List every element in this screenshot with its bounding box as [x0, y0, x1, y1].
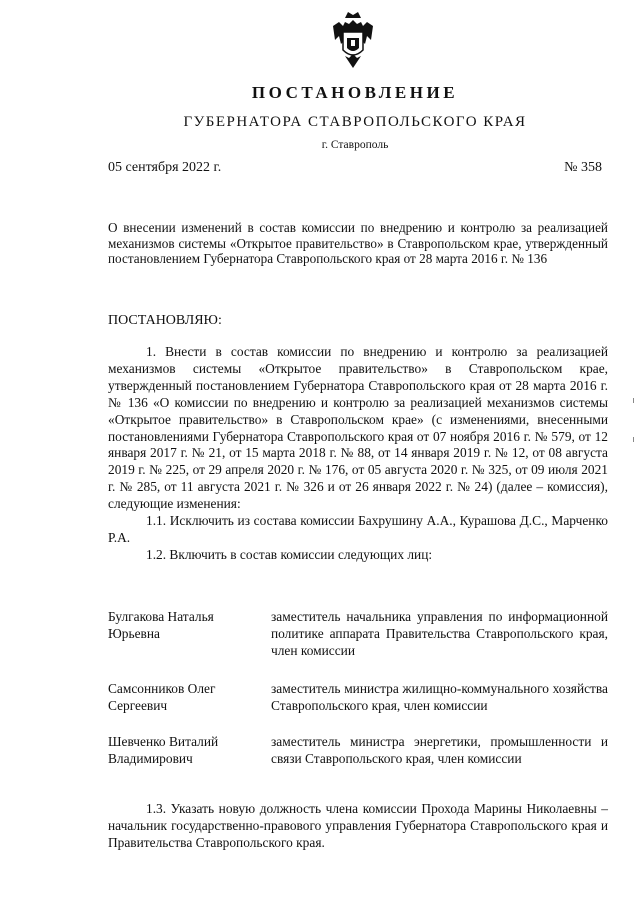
paragraph-1-3: 1.3. Указать новую должность члена комиссии Прохода Марины Николаевны – начальник государственно-правового управления Губернатора Ставропольского края и Правительства Ставропольского края. [108, 801, 608, 850]
scan-mark [633, 398, 634, 403]
person-name: Булгакова Наталья Юрьевна [108, 609, 214, 641]
person-role: заместитель министра жилищно-коммунального хозяйства Ставропольского края, член комиссии [271, 681, 608, 713]
person-name: Шевченко Виталий Владимирович [108, 734, 219, 766]
person-name: Самсонников Олег Сергеевич [108, 681, 216, 713]
document-body [108, 344, 608, 564]
document-city: г. Ставрополь [321, 139, 389, 151]
document-subject: О внесении изменений в состав комиссии по внедрению и контролю за реализацией механизмов системы «Открытое правительство» в Ставропольском крае, утвержденный постановлением Губернатора Ставропольского края от 28 марта 2016 г. № 136 [108, 220, 608, 266]
paragraph-1-1: 1.1. Исключить из состава комиссии Бахрушину А.А., Курашова Д.С., Марченко Р.А. [108, 513, 608, 545]
person-role: заместитель начальника управления по информационной политике аппарата Правительства Ставропольского края, член комиссии [271, 609, 608, 658]
document-title: ПОСТАНОВЛЕНИЕ [251, 83, 459, 102]
scan-mark [633, 437, 634, 442]
resolve-heading: ПОСТАНОВЛЯЮ: [108, 313, 222, 328]
paragraph-1: 1. Внести в состав комиссии по внедрению и контролю за реализацией механизмов системы «Открытое правительство» в Ставропольском крае, утвержденный постановлением Губернатора Ставропольского края от 28 марта 2016 г. № 136 «О комиссии по внедрению и контролю за реализацией механизмов системы «Открытое правительство» в Ставропольском крае» (с изменениями, внесенными постановлениями Губернатора Ставропольского края от 07 ноября 2016 г. № 579, от 12 января 2017 г. № 21, от 15 марта 2018 г. № 88, от 14 января 2019 г. № 12, от 08 августа 2019 г. № 225, от 29 апреля 2020 г. № 176, от 05 августа 2020 г. № 325, от 09 июля 2021 г. № 285, от 11 августа 2021 г. № 326 и от 26 января 2022 г. № 24) (далее – комиссия), следующие изменения: [108, 344, 608, 512]
paragraph-1-2: 1.2. Включить в состав комиссии следующих лиц: [146, 546, 433, 562]
person-role: заместитель министра энергетики, промышленности и связи Ставропольского края, член комиссии [271, 734, 608, 766]
document-subtitle: ГУБЕРНАТОРА СТАВРОПОЛЬСКОГО КРАЯ [183, 114, 527, 130]
document-number: № 358 [564, 160, 602, 175]
stavropol-coat-of-arms-icon [331, 10, 375, 70]
document-date: 05 сентября 2022 г. [108, 160, 222, 175]
